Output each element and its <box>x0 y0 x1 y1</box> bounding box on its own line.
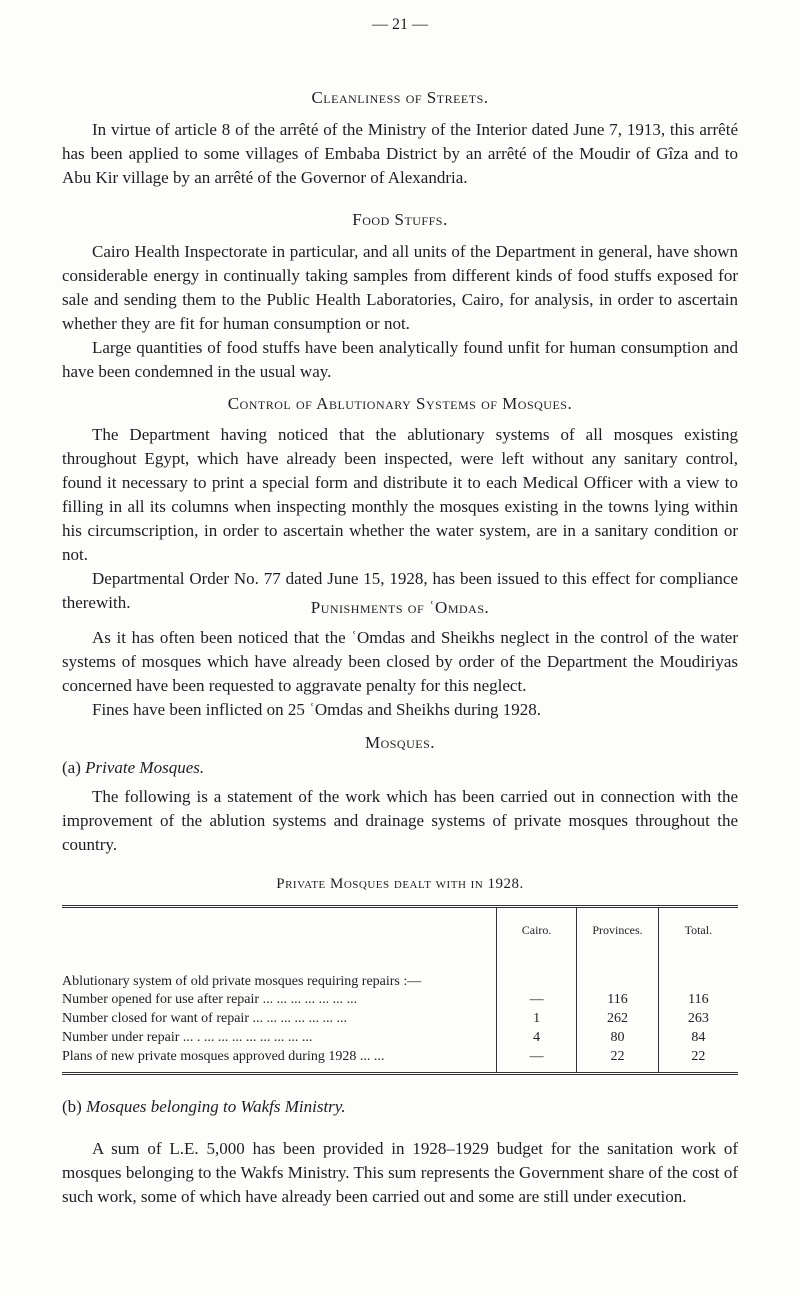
subheading-wakfs-mosques <box>62 1097 346 1117</box>
subheading-private-mosques <box>62 758 204 778</box>
paragraph: Cairo Health Inspectorate in particular, and all units of the Department in general, have shown considerable energy in continually taking samples from different kinds of food stuffs exposed for sale and sending them to the Public Health Laboratories, Cairo, for analysis, in order to ascertain whether they are fit for human consumption or not. <box>62 242 738 333</box>
table-header-cairo: Cairo. <box>496 907 576 953</box>
table-row <box>62 1028 738 1047</box>
paragraph: As it has often been noticed that the ʿOmdas and Sheikhs neglect in the control of the water systems of mosques which have already been closed by order of the Department the Moudiriyas concerned have been requested to aggravate penalty for this neglect. <box>62 628 738 695</box>
section-wakfs-body <box>62 1137 738 1209</box>
table-row-label: Number opened for use after repair ... ... ... ... ... ... ... <box>62 991 358 1007</box>
table-cell-total: 22 <box>658 1047 738 1066</box>
heading-food-stuffs: Food Stuffs. <box>352 210 448 229</box>
table-row <box>62 990 738 1009</box>
table-group-label: Ablutionary system of old private mosques requiring repairs :— <box>62 974 422 989</box>
subheading-mark: (b) <box>62 1097 82 1116</box>
section-mosques-body <box>62 785 738 857</box>
page-number: — 21 — <box>372 16 428 33</box>
heading-ablutionary-systems: Control of Ablutionary Systems of Mosques. <box>227 394 573 413</box>
subheading-title: Private Mosques. <box>85 758 205 777</box>
table-cell-provinces: 80 <box>577 1028 658 1047</box>
table-cell-total: 84 <box>658 1028 738 1047</box>
section-omdas-body <box>62 626 738 722</box>
table-cell <box>577 1066 658 1074</box>
table-row-label: Number under repair ... . ... ... ... ... ... ... ... ... <box>62 1029 313 1045</box>
table-row <box>62 1009 738 1028</box>
table-title: Private Mosques dealt with in 1928. <box>276 876 524 892</box>
section-food-body <box>62 240 738 384</box>
table-row-label: Plans of new private mosques approved during 1928 ... ... <box>62 1048 385 1064</box>
heading-punishments-of-omdas: Punishments of ʿOmdas. <box>310 598 490 617</box>
table-cell <box>658 1066 738 1074</box>
paragraph: The Department having noticed that the ablutionary systems of all mosques existing throughout Egypt, which have already been inspected, were left without any sanitary control, found it necessary to print a special form and distribute it to each Medical Officer with a view to filling in all its columns when inspecting monthly the mosques existing in the towns lying within his circumscription, in order to ascertain whether the water system, are in a sanitary condition or not. <box>62 425 738 564</box>
table-cell <box>658 952 738 990</box>
table-header-row <box>62 907 738 953</box>
paragraph: Departmental Order No. 77 dated June 15, 1928, has been issued to this effect for compliance therewith. <box>62 569 738 612</box>
heading-mosques: Mosques. <box>364 733 436 752</box>
paragraph: Large quantities of food stuffs have been analytically found unfit for human consumption and have been condemned in the usual way. <box>62 338 738 381</box>
table-bottom-rule <box>62 1066 738 1074</box>
table-cell <box>496 952 576 990</box>
table-cell-provinces: 262 <box>577 1009 658 1028</box>
table-cell-total: 263 <box>658 1009 738 1028</box>
table-cell <box>577 952 658 990</box>
table-cell <box>496 1066 576 1074</box>
table-cell-cairo: 4 <box>496 1028 576 1047</box>
table-row <box>62 1047 738 1066</box>
table-group-row <box>62 952 738 990</box>
table-header-provinces: Provinces. <box>577 907 658 953</box>
paragraph: A sum of L.E. 5,000 has been provided in 1928–1929 budget for the sanitation work of mosques belonging to the Wakfs Ministry. This sum represents the Government share of the cost of such work, some of which have already been carried out and some are still under execution. <box>62 1139 738 1206</box>
heading-cleanliness-of-streets: Cleanliness of Streets. <box>311 88 489 107</box>
table-header-blank <box>62 907 496 953</box>
paragraph: The following is a statement of the work which has been carried out in connection with the improvement of the ablution systems and drainage systems of private mosques throughout the country. <box>62 787 738 854</box>
table-cell-cairo: — <box>496 1047 576 1066</box>
paragraph: In virtue of article 8 of the arrêté of the Ministry of the Interior dated June 7, 1913, this arrêté has been applied to some villages of Embaba District by an arrêté of the Moudir of Gîza and to Abu Kir village by an arrêté of the Governor of Alexandria. <box>62 120 738 187</box>
table-header-total: Total. <box>658 907 738 953</box>
table-cell-provinces: 22 <box>577 1047 658 1066</box>
section-ablutionary-body <box>62 423 738 615</box>
section-streets-body <box>62 118 738 190</box>
paragraph: Fines have been inflicted on 25 ʿOmdas and Sheikhs during 1928. <box>92 700 542 719</box>
table-cell <box>62 1066 496 1074</box>
subheading-title: Mosques belonging to Wakfs Ministry. <box>86 1097 346 1116</box>
table-cell-total: 116 <box>658 990 738 1009</box>
table-cell-cairo: — <box>496 990 576 1009</box>
table-row-label: Number closed for want of repair ... ... ... ... ... ... ... <box>62 1010 347 1026</box>
subheading-mark: (a) <box>62 758 81 777</box>
table-cell-provinces: 116 <box>577 990 658 1009</box>
table-cell-cairo: 1 <box>496 1009 576 1028</box>
private-mosques-table <box>62 905 738 1075</box>
